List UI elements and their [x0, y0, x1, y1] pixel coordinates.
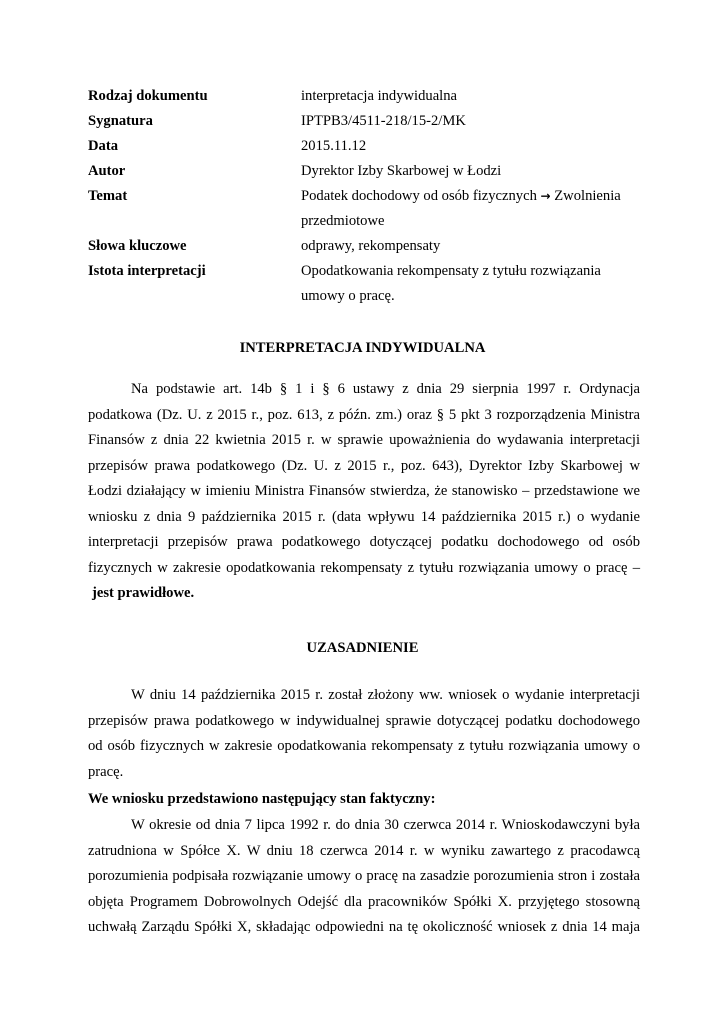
topic-line2: przedmiotowe	[301, 213, 385, 229]
metadata-label: Autor	[88, 163, 126, 179]
paragraph-line: W okresie od dnia 7 lipca 1992 r. do dnia 30 czerwca 2014 r. Wnioskodawczyni była	[131, 817, 640, 833]
paragraph-line: przepisów prawa podatkowego w indywidualnej sprawie dotyczącej podatku dochodowego	[88, 712, 640, 729]
metadata-label: Temat	[88, 188, 128, 204]
metadata-row-topic	[88, 184, 648, 234]
metadata-row-author	[88, 159, 648, 184]
metadata-label: Data	[88, 138, 118, 154]
paragraph-line: Na podstawie art. 14b § 1 i § 6 ustawy z dnia 29 sierpnia 1997 r. Ordynacja	[131, 381, 640, 397]
topic-part1: Podatek dochodowy od osób fizycznych	[301, 188, 537, 204]
paragraph-line: zatrudniona w Spółce X. W dniu 18 czerwca 2014 r. w wyniku zawartego z pracodawcą	[88, 842, 640, 859]
paragraph-line: uchwałą Zarządu Spółki X, składając odpowiedni na tę okoliczność wniosek z dnia 14 maja	[88, 919, 640, 935]
topic-part2: Zwolnienia	[554, 188, 621, 204]
metadata-label: Słowa kluczowe	[88, 238, 187, 254]
metadata-label: Rodzaj dokumentu	[88, 88, 208, 104]
essence-line2: umowy o pracę.	[301, 288, 395, 304]
arrow-right-icon: →	[540, 189, 551, 203]
metadata-row-keywords	[88, 234, 648, 259]
paragraph-request	[88, 683, 640, 785]
paragraph-line: Łodzi działający w imieniu Ministra Finansów stwierdza, że stanowisko – przedstawione we	[88, 483, 640, 499]
metadata-row-signature	[88, 109, 648, 134]
essence-line1: Opodatkowania rekompensaty z tytułu rozwiązania	[301, 263, 601, 279]
paragraph-facts	[88, 813, 640, 941]
metadata-row-document-type	[88, 84, 648, 109]
paragraph-line: interpretacji przepisów prawa podatkowego dotyczącej podatku dochodowego od osób	[88, 534, 640, 550]
paragraph-decision	[88, 377, 640, 607]
metadata-label: Sygnatura	[88, 113, 153, 129]
metadata-value: odprawy, rekompensaty	[301, 238, 441, 254]
paragraph-line: od osób fizycznych w zakresie opodatkowania rekompensaty z tytułu rozwiązania umowy o	[88, 738, 640, 754]
metadata-label: Istota interpretacji	[88, 263, 206, 279]
paragraph-line: fizycznych w zakresie opodatkowania rekompensaty z tytułu rozwiązania umowy o pracę –	[88, 559, 640, 576]
facts-subheading: We wniosku przedstawiono następujący stan faktyczny:	[88, 791, 436, 807]
paragraph-line: W dniu 14 października 2015 r. został złożony ww. wniosek o wydanie interpretacji	[131, 687, 640, 703]
paragraph-line: podatkowa (Dz. U. z 2015 r., poz. 613, z późn. zm.) oraz § 5 pkt 3 rozporządzenia Ministra	[88, 406, 640, 423]
metadata-value: interpretacja indywidualna	[301, 88, 458, 104]
paragraph-line: wniosku z dnia 9 października 2015 r. (data wpływu 14 października 2015 r.) o wydanie	[88, 508, 640, 525]
metadata-value: IPTPB3/4511-218/15-2/MK	[301, 113, 466, 129]
document-title: INTERPRETACJA INDYWIDUALNA	[239, 340, 486, 356]
paragraph-line: pracę.	[88, 763, 124, 780]
paragraph-line: Finansów z dnia 22 kwietnia 2015 r. w sprawie upoważnienia do wydawania interpretacji	[88, 432, 640, 448]
metadata-value	[301, 259, 648, 309]
metadata-value: Dyrektor Izby Skarbowej w Łodzi	[301, 163, 502, 179]
decision-verdict: jest prawidłowe.	[92, 585, 195, 601]
metadata-row-date	[88, 134, 648, 159]
metadata-row-essence	[88, 259, 648, 309]
paragraph-line: przepisów prawa podatkowego (Dz. U. z 2015 r., poz. 643), Dyrektor Izby Skarbowej w	[88, 457, 640, 474]
section-heading-justification: UZASADNIENIE	[306, 640, 419, 656]
metadata-value	[301, 184, 648, 234]
paragraph-line: objęta Programem Dobrowolnych Odejść dla pracowników Spółki X. przyjętego stosowną	[88, 893, 640, 910]
document-metadata	[88, 84, 648, 309]
paragraph-line: porozumienia podpisała rozwiązanie umowy o pracę na zasadzie porozumienia stron i została	[88, 868, 640, 884]
metadata-value: 2015.11.12	[301, 138, 367, 154]
